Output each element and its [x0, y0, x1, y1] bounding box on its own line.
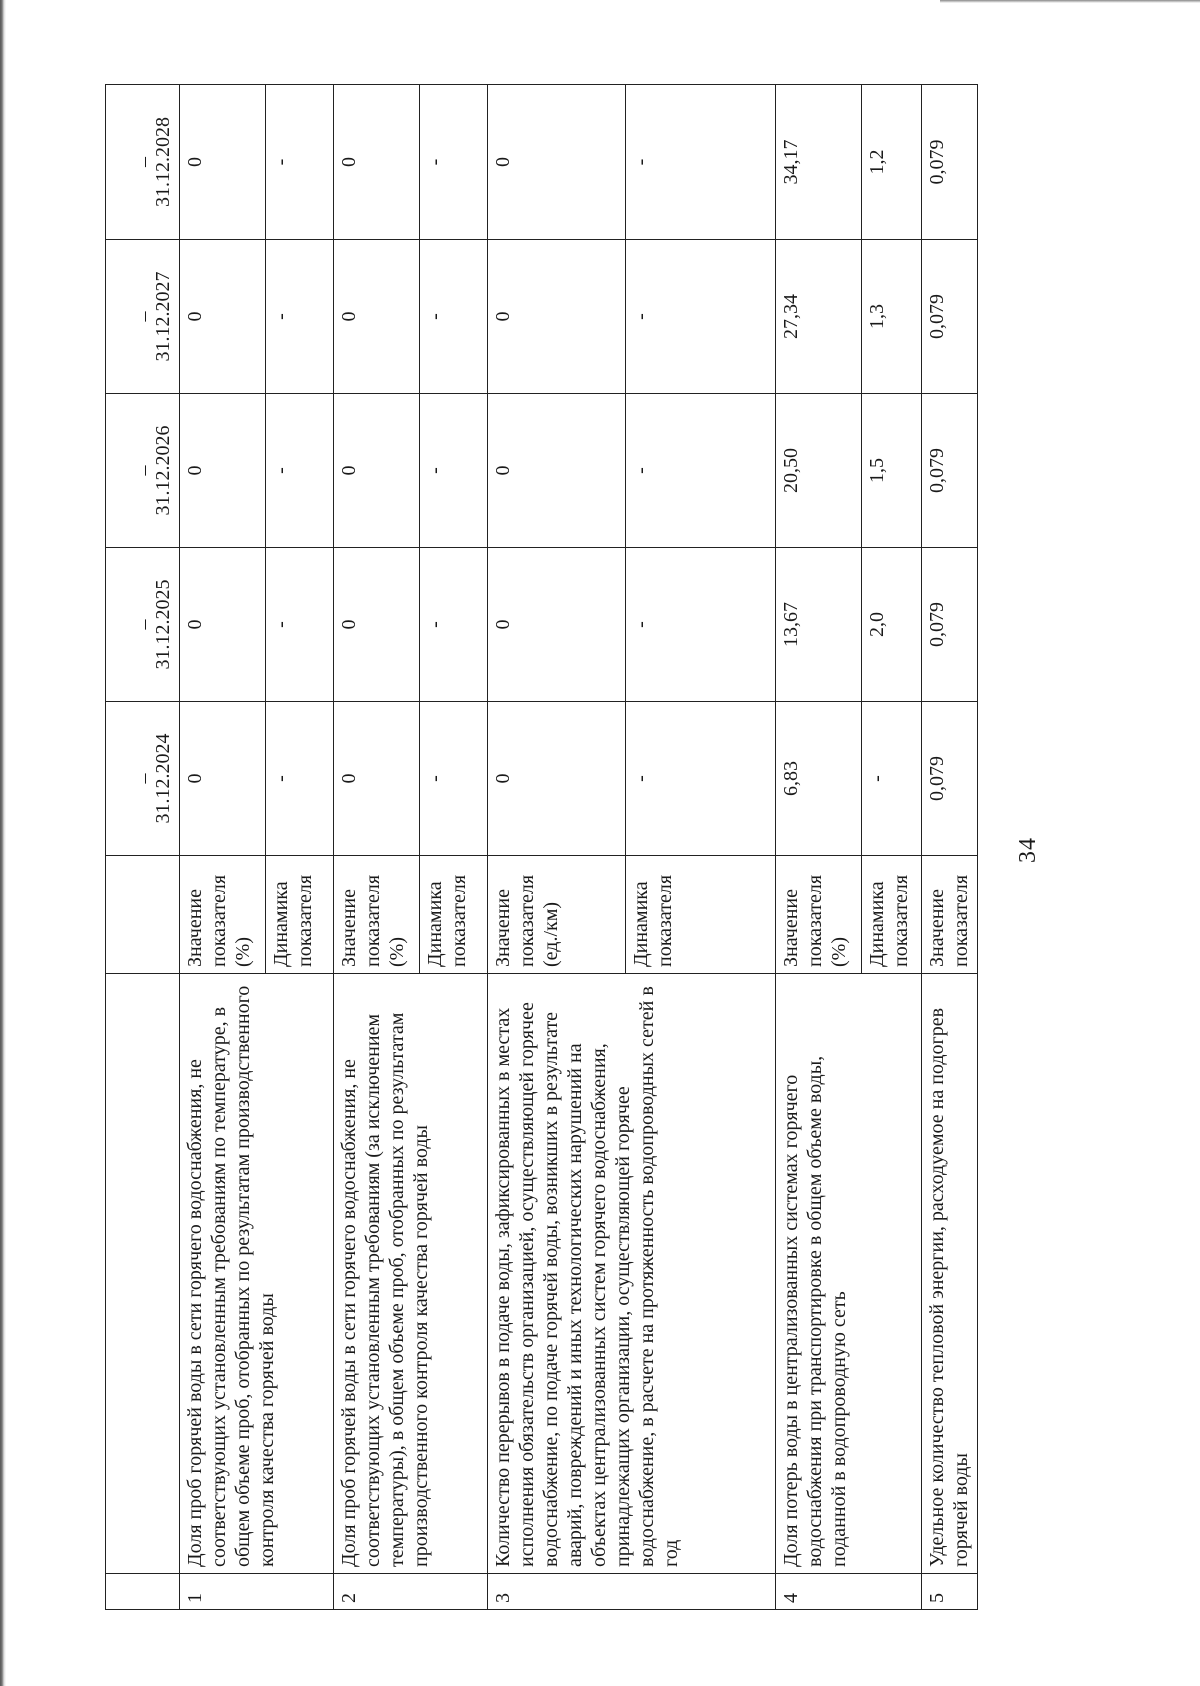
value-cell: 0,079 [922, 394, 978, 548]
value-cell: 0 [334, 240, 420, 394]
metric-label: Значение показателя (%) [776, 856, 862, 974]
row-number: 2 [334, 1574, 488, 1610]
value-cell: 13,67 [776, 548, 862, 702]
metric-label: Значение показателя (%) [334, 856, 420, 974]
value-cell: 0 [334, 702, 420, 856]
header-date: – 31.12.2026 [106, 394, 180, 548]
value-cell: 1,3 [862, 240, 922, 394]
header-num-cell [106, 1574, 180, 1610]
value-cell: - [420, 240, 488, 394]
value-cell: - [266, 548, 334, 702]
row-number: 1 [180, 1574, 334, 1610]
value-cell: 0,079 [922, 85, 978, 240]
metric-label: Динамика показателя [420, 856, 488, 974]
value-cell: 0 [334, 85, 420, 240]
header-desc-cell [106, 974, 180, 1574]
value-cell: 0 [488, 548, 626, 702]
header-metric-cell [106, 856, 180, 974]
row-number: 3 [488, 1574, 776, 1610]
rotated-page [15, 80, 1175, 1620]
value-cell: - [266, 85, 334, 240]
value-cell: 0 [180, 702, 266, 856]
table-row [776, 85, 862, 1610]
value-cell: - [626, 240, 776, 394]
value-cell: 0 [334, 394, 420, 548]
value-cell: - [626, 548, 776, 702]
value-cell: 0 [488, 702, 626, 856]
value-cell: 20,50 [776, 394, 862, 548]
value-cell: - [626, 394, 776, 548]
row-description: Удельное количество тепловой энергии, расходуемое на подогрев горячей воды [922, 974, 978, 1574]
row-number: 4 [776, 1574, 922, 1610]
value-cell: - [266, 240, 334, 394]
value-cell: - [420, 85, 488, 240]
value-cell: 0 [488, 240, 626, 394]
row-description: Доля проб горячей воды в сети горячего водоснабжения, не соответствующих установленным требованиям (за исключением температуры), в общем объеме проб, отобранных по результатам производственного контроля качества горячей воды [334, 974, 488, 1574]
metric-label: Значение показателя (ед./км) [488, 856, 626, 974]
value-cell: 27,34 [776, 240, 862, 394]
value-cell: 34,17 [776, 85, 862, 240]
value-cell: - [626, 85, 776, 240]
indicators-table [105, 84, 978, 1610]
header-date: – 31.12.2025 [106, 548, 180, 702]
metric-label: Динамика показателя [266, 856, 334, 974]
header-row [106, 85, 180, 1610]
value-cell: 2,0 [862, 548, 922, 702]
value-cell: - [420, 394, 488, 548]
value-cell: - [420, 702, 488, 856]
value-cell: 0 [180, 394, 266, 548]
table-row [488, 85, 626, 1610]
scan-edge-top [940, 0, 1200, 3]
value-cell: 1,5 [862, 394, 922, 548]
value-cell: 0 [488, 394, 626, 548]
metric-label: Значение показателя [922, 856, 978, 974]
value-cell: 0 [488, 85, 626, 240]
value-cell: 0 [180, 548, 266, 702]
value-cell: - [266, 394, 334, 548]
page-number: 34 [1015, 837, 1041, 863]
scan-edge-left [0, 0, 6, 1686]
value-cell: 1,2 [862, 85, 922, 240]
value-cell: 0 [180, 85, 266, 240]
value-cell: - [862, 702, 922, 856]
value-cell: 0,079 [922, 548, 978, 702]
header-date: – 31.12.2028 [106, 85, 180, 240]
value-cell: 6,83 [776, 702, 862, 856]
value-cell: - [266, 702, 334, 856]
table-row [334, 85, 420, 1610]
header-date: – 31.12.2024 [106, 702, 180, 856]
value-cell: 0,079 [922, 702, 978, 856]
metric-label: Значение показателя (%) [180, 856, 266, 974]
row-number: 5 [922, 1574, 978, 1610]
row-description: Доля проб горячей воды в сети горячего водоснабжения, не соответствующих установленным требованиям по температуре, в общем объеме проб, отобранных по результатам производственного контроля качества горячей воды [180, 974, 334, 1574]
value-cell: 0,079 [922, 240, 978, 394]
row-description: Доля потерь воды в централизованных системах горячего водоснабжения при транспортировке в общем объеме воды, поданной в водопроводную сеть [776, 974, 922, 1574]
value-cell: 0 [334, 548, 420, 702]
table-row [180, 85, 266, 1610]
header-date: – 31.12.2027 [106, 240, 180, 394]
metric-label: Динамика показателя [626, 856, 776, 974]
row-description: Количество перерывов в подаче воды, зафиксированных в местах исполнения обязательств организацией, осуществляющей горячее водоснабжение, по подаче горячей воды, возникших в результате аварий, повреждений и иных технологических нарушений на объектах централизованных систем горячего водоснабжения, принадлежащих организации, осуществляющей горячее водоснабжение, в расчете на протяженность водопроводных сетей в год [488, 974, 776, 1574]
value-cell: 0 [180, 240, 266, 394]
value-cell: - [420, 548, 488, 702]
value-cell: - [626, 702, 776, 856]
table-row [922, 85, 978, 1610]
metric-label: Динамика показателя [862, 856, 922, 974]
